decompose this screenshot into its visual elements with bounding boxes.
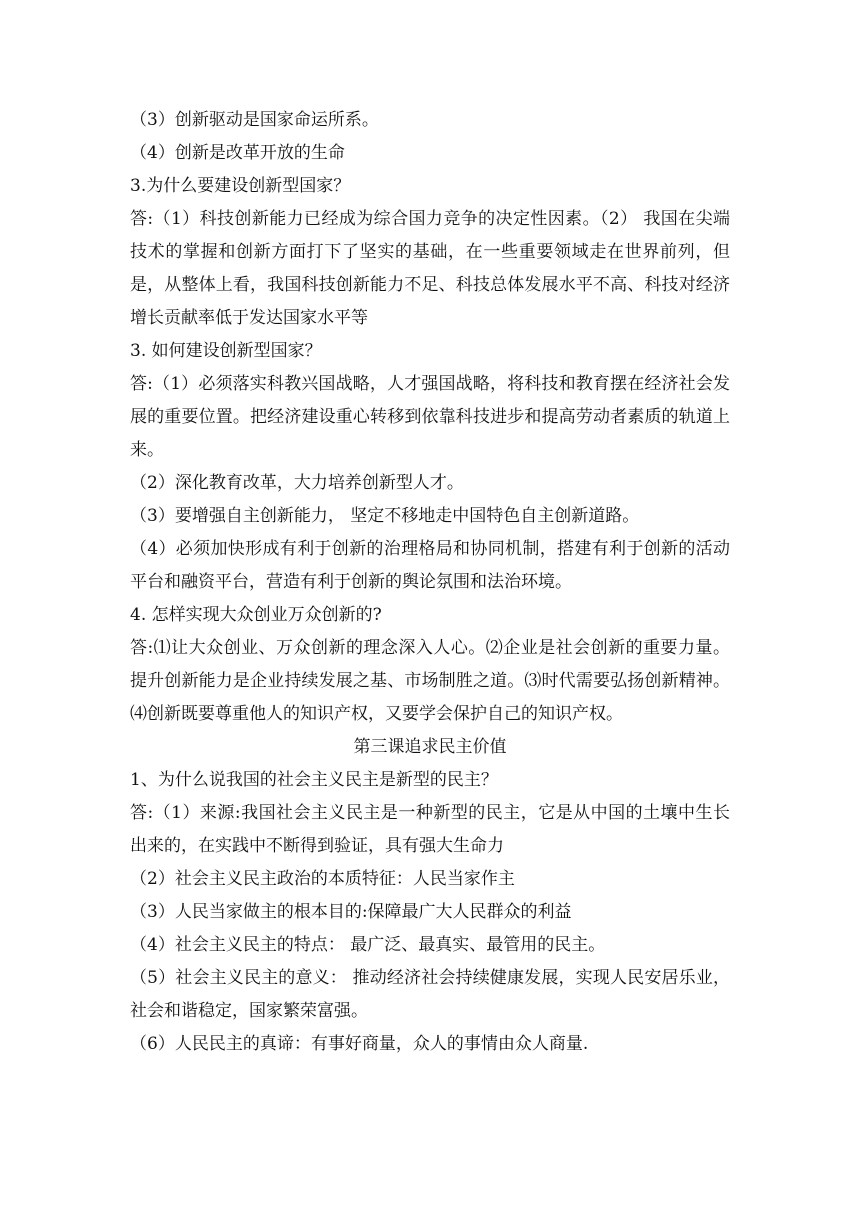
answer-paragraph: 答:（1）必须落实科教兴国战略，人才强国战略，将科技和教育摆在经济社会发展的重要位置。把经济建设重心转移到依靠科技进步和提高劳动者素质的轨道上来。 — [130, 374, 730, 460]
item-line: （4）创新是改革开放的生命 — [130, 143, 345, 163]
item-line: （5）社会主义民主的意义： 推动经济社会持续健康发展，实现人民安居乐业，社会和谐稳定，国家繁荣富强。 — [130, 968, 730, 1021]
item-line: （4）社会主义民主的特点： 最广泛、最真实、最管用的民主。 — [130, 935, 606, 955]
item-line: （3）人民当家做主的根本目的:保障最广大人民群众的利益 — [130, 902, 572, 922]
item-line: （3）要增强自主创新能力， 坚定不移地走中国特色自主创新道路。 — [130, 506, 640, 526]
item-line: （2）深化教育改革，大力培养创新型人才。 — [130, 473, 464, 493]
document-body — [130, 104, 730, 1061]
question-heading: 4. 怎样实现大众创业万众创新的? — [130, 605, 382, 625]
question-heading: 3.为什么要建设创新型国家？ — [130, 176, 351, 196]
item-line: （2）社会主义民主政治的本质特征：人民当家作主 — [130, 869, 515, 889]
item-line: （4）必须加快形成有利于创新的治理格局和协同机制，搭建有利于创新的活动平台和融资平台，营造有利于创新的舆论氛围和法治环境。 — [130, 539, 730, 592]
answer-paragraph: 答:（1）来源:我国社会主义民主是一种新型的民主，它是从中国的土壤中生长出来的，在实践中不断得到验证，具有强大生命力 — [130, 803, 730, 856]
item-line: （3）创新驱动是国家命运所系。 — [130, 110, 379, 130]
question-heading: 1、为什么说我国的社会主义民主是新型的民主？ — [130, 770, 498, 790]
answer-paragraph: 答:⑴让大众创业、万众创新的理念深入人心。⑵企业是社会创新的重要力量。提升创新能力是企业持续发展之基、市场制胜之道。⑶时代需要弘扬创新精神。⑷创新既要尊重他人的知识产权，又要学会保护自己的知识产权。 — [130, 638, 730, 724]
question-heading: 3. 如何建设创新型国家？ — [130, 341, 322, 361]
section-title: 第三课追求民主价值 — [353, 737, 507, 757]
answer-paragraph: 答:（1）科技创新能力已经成为综合国力竞争的决定性因素。（2） 我国在尖端技术的掌握和创新方面打下了坚实的基础，在一些重要领域走在世界前列，但是，从整体上看，我国科技创新能力不足、科技总体发展水平不高、科技对经济增长贡献率低于发达国家水平等 — [130, 209, 730, 328]
item-line: （6）人民民主的真谛：有事好商量，众人的事情由众人商量. — [130, 1034, 589, 1054]
